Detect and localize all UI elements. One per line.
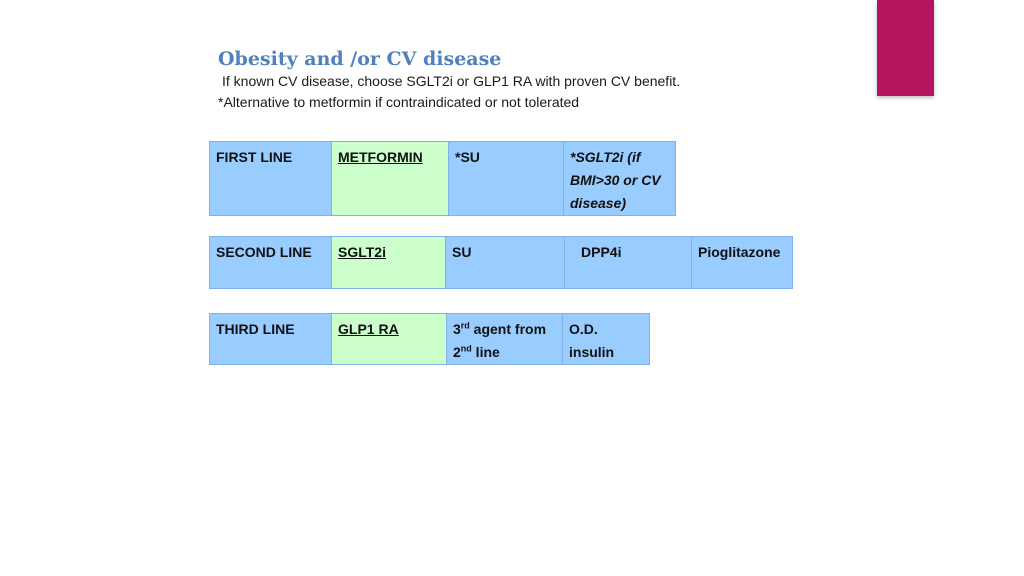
insulin-line-2: insulin xyxy=(569,344,615,360)
third-line-label: THIRD LINE xyxy=(210,314,332,365)
insulin-line-1: O.D. xyxy=(569,321,598,337)
second-line-table xyxy=(209,236,793,289)
table-row xyxy=(210,142,676,216)
second-line-su: SU xyxy=(446,237,565,289)
third-agent-num-2: 2 xyxy=(453,344,461,360)
third-line-table xyxy=(209,313,650,365)
glp1ra-text: GLP1 RA xyxy=(338,321,399,337)
accent-bar xyxy=(877,0,934,96)
subtitle-cv-benefit: If known CV disease, choose SGLT2i or GLP1 RA with proven CV benefit. xyxy=(222,73,681,89)
table-row xyxy=(210,237,793,289)
sglt2i-text: SGLT2i xyxy=(338,244,386,260)
slide-heading: Obesity and /or CV disease xyxy=(218,48,502,70)
sglt2i-line-2: BMI>30 or CV xyxy=(570,172,661,188)
first-line-table xyxy=(209,141,676,216)
second-line-label: SECOND LINE xyxy=(210,237,332,289)
second-line-dpp4i: DPP4i xyxy=(565,237,692,289)
first-line-metformin xyxy=(332,142,449,216)
table-row xyxy=(210,314,650,365)
third-line-insulin xyxy=(563,314,650,365)
sglt2i-line-1: *SGLT2i (if xyxy=(570,149,641,165)
third-agent-text-2: line xyxy=(471,344,500,360)
first-line-sglt2i xyxy=(564,142,676,216)
metformin-text: METFORMIN xyxy=(338,149,423,165)
third-agent-text-1: agent from xyxy=(469,321,547,337)
third-agent-sup-2: nd xyxy=(460,343,472,354)
first-line-label: FIRST LINE xyxy=(210,142,332,216)
third-line-glp1ra xyxy=(332,314,447,365)
third-agent-sup-1: rd xyxy=(460,320,470,331)
second-line-pioglitazone: Pioglitazone xyxy=(692,237,793,289)
third-agent-num-1: 3 xyxy=(453,321,461,337)
sglt2i-line-3: disease) xyxy=(570,195,627,211)
second-line-sglt2i xyxy=(332,237,446,289)
third-line-third-agent xyxy=(447,314,563,365)
subtitle-alternative: *Alternative to metformin if contraindicated or not tolerated xyxy=(218,94,580,110)
first-line-su: *SU xyxy=(449,142,564,216)
